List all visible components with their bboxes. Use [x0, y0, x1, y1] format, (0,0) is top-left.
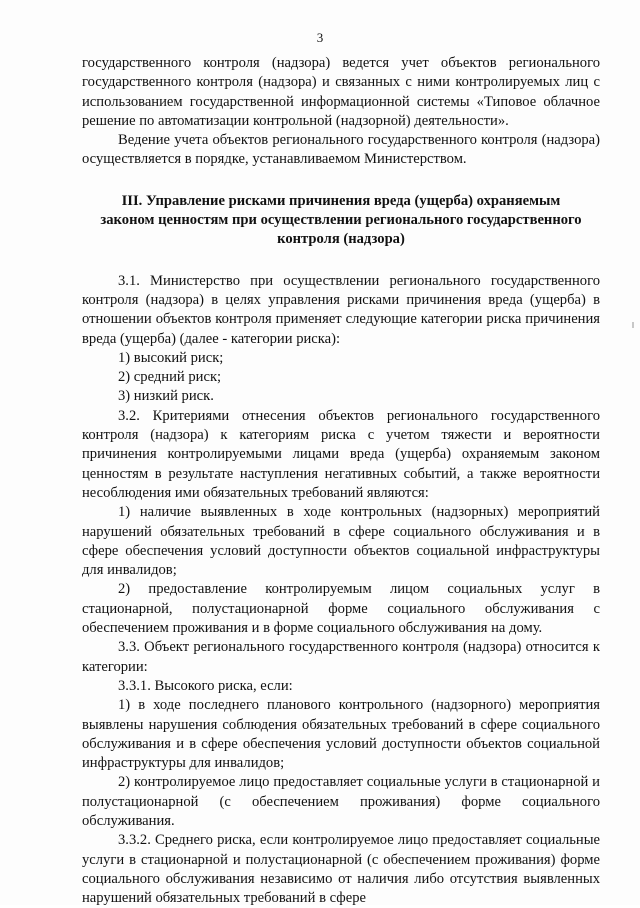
- paragraph: 3.3.2. Среднего риска, если контролируемое лицо предоставляет социальные услуги в стационарной и полустационарной (с обеспечением проживания) форме социального обслуживания независимо от наличия либо отсутствия выявленных нарушений обязательных требований в сфере: [82, 832, 600, 907]
- section-heading: III. Управление рисками причинения вреда (ущерба) охраняемым законом ценностям при осуществлении регионального государственного контроля (надзора): [100, 192, 582, 248]
- list-item: 3) низкий риск.: [118, 388, 214, 405]
- paragraph: 3.1. Министерство при осуществлении регионального государственного контроля (надзора) в целях управления рисками причинения вреда (ущерба) в отношении объектов контроля применяет следующие категории риска причинения вреда (ущерба) (далее - категории риска):: [82, 272, 600, 347]
- list-item: 1) в ходе последнего планового контрольного (надзорного) мероприятия выявлены нарушения соблюдения обязательных требований в сфере социального обслуживания и в сфере обеспечения условий доступности объектов социальной инфраструктуры для инвалидов;: [82, 697, 600, 772]
- list-item: 2) предоставление контролируемым лицом социальных услуг в стационарной, полустационарной форме социального обслуживания с обеспечением проживания и в форме социального обслуживания на дому.: [82, 581, 600, 637]
- page-number: 3: [316, 30, 324, 45]
- list-item: 1) наличие выявленных в ходе контрольных (надзорных) мероприятий нарушений обязательных требований в сфере социального обслуживания и в сфере обеспечения условий доступности объектов социальной инфраструктуры для инвалидов;: [82, 504, 600, 579]
- paragraph: 3.3. Объект регионального государственного контроля (надзора) относится к категории:: [82, 639, 600, 675]
- paragraph: Ведение учета объектов регионального государственного контроля (надзора) осуществляется в порядке, устанавливаемом Министерством.: [82, 132, 600, 168]
- paragraph: 3.3.1. Высокого риска, если:: [118, 677, 293, 694]
- document-body: [82, 54, 600, 908]
- margin-mark: [632, 322, 634, 328]
- list-item: 2) контролируемое лицо предоставляет социальные услуги в стационарной и полустационарной (с обеспечением проживания) форме социального обслуживания.: [82, 774, 600, 829]
- list-item: 2) средний риск;: [118, 369, 222, 386]
- paragraph: 3.2. Критериями отнесения объектов регионального государственного контроля (надзора) к категориям риска с учетом тяжести и вероятности причинения контролируемыми лицами вреда (ущерба) охраняемым законом ценностям в результате наступления негативных событий, а также вероятности несоблюдения ими обязательных требований являются:: [82, 407, 600, 501]
- list-item: 1) высокий риск;: [118, 349, 224, 366]
- paragraph: государственного контроля (надзора) ведется учет объектов регионального государственного контроля (надзора) и связанных с ними контролируемых лиц с использованием государственной информационной системы «Типовое облачное решение по автоматизации контрольной (надзорной) деятельности».: [82, 55, 600, 129]
